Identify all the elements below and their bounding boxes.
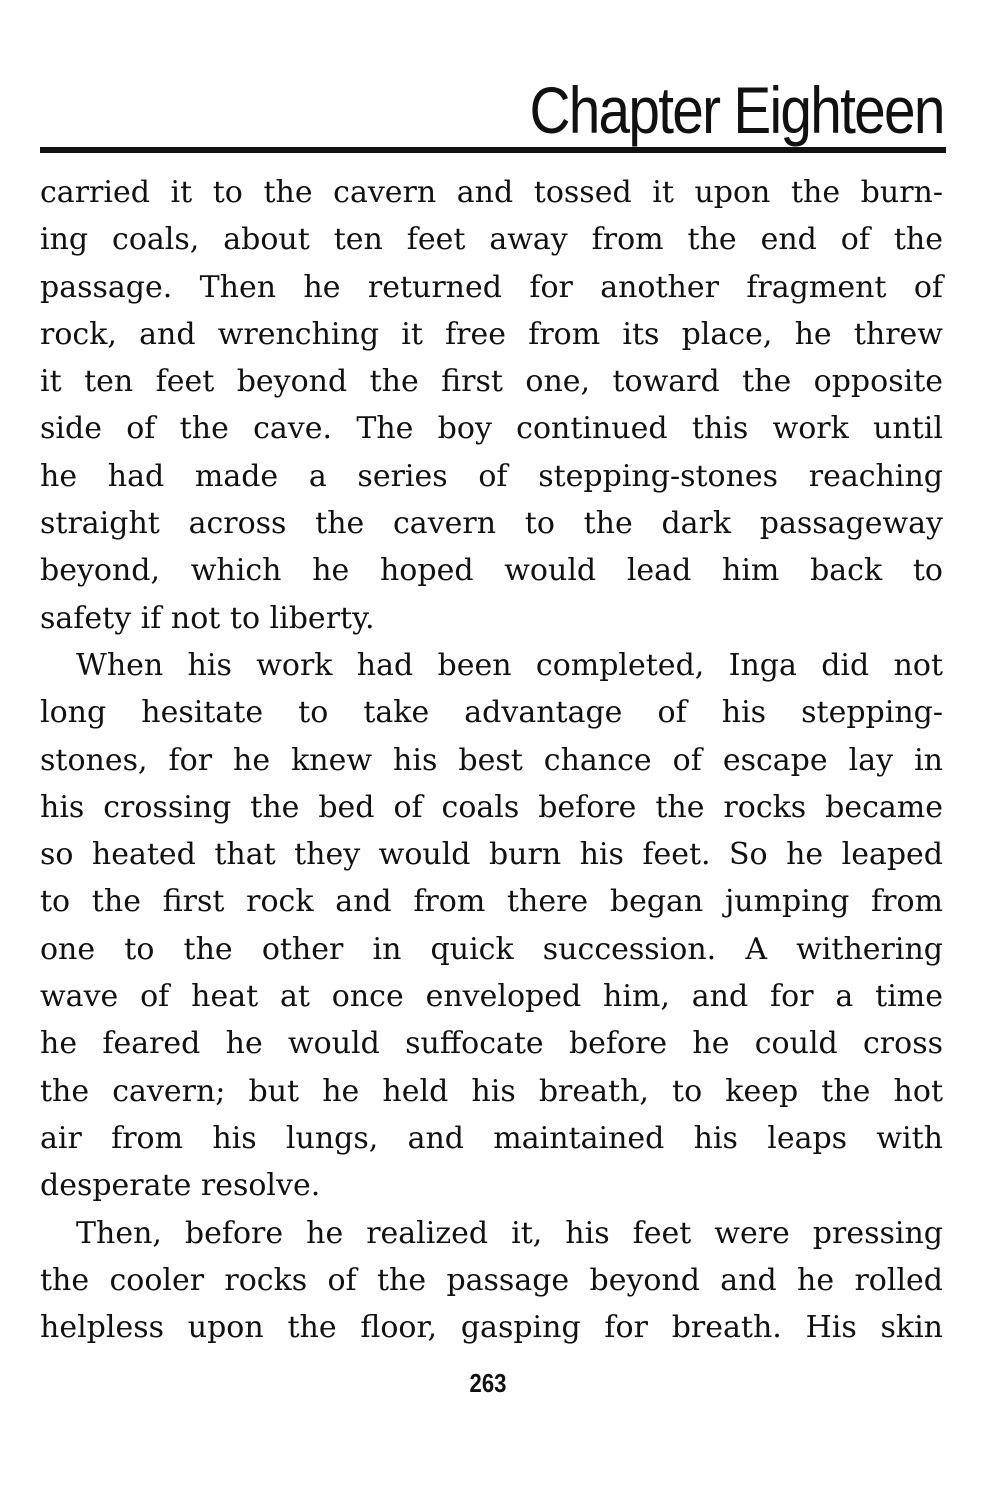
text-line: his crossing the bed of coals before the rocks became <box>40 789 943 825</box>
text-line: long hesitate to take advantage of his stepping- <box>40 695 943 731</box>
text-line: the cavern; but he held his breath, to keep the hot <box>40 1073 943 1109</box>
text-line: it ten feet beyond the first one, toward the opposite <box>40 364 943 400</box>
text-line: he had made a series of stepping-stones reaching <box>40 458 943 494</box>
page-number: 263 <box>469 1368 507 1398</box>
text-line: safety if not to liberty. <box>40 600 375 636</box>
text-line: wave of heat at once enveloped him, and for a time <box>40 979 943 1015</box>
text-line: the cooler rocks of the passage beyond and he rolled <box>40 1262 943 1298</box>
text-line: beyond, which he hoped would lead him back to <box>40 553 943 589</box>
text-line: ing coals, about ten feet away from the end of the <box>40 222 943 258</box>
header-rule <box>40 147 946 153</box>
text-line: side of the cave. The boy continued this work until <box>40 411 943 447</box>
text-line: one to the other in quick succession. A withering <box>40 931 943 967</box>
text-line: helpless upon the floor, gasping for breath. His skin <box>40 1310 943 1346</box>
text-line: passage. Then he returned for another fragment of <box>40 269 943 305</box>
text-line: desperate resolve. <box>40 1168 321 1204</box>
text-line: so heated that they would burn his feet. So he leaped <box>40 837 943 873</box>
text-line: stones, for he knew his best chance of escape lay in <box>40 742 943 778</box>
text-line: When his work had been completed, Inga did not <box>76 647 943 683</box>
body-text <box>40 169 943 1351</box>
text-line: he feared he would suffocate before he could cross <box>40 1026 943 1062</box>
text-line: to the first rock and from there began jumping from <box>40 884 943 920</box>
text-line: rock, and wrenching it free from its place, he threw <box>40 316 943 352</box>
text-line: carried it to the cavern and tossed it upon the burn- <box>40 175 943 210</box>
text-line: straight across the cavern to the dark passageway <box>40 506 943 542</box>
text-line: Then, before he realized it, his feet were pressing <box>76 1215 943 1251</box>
chapter-title: Chapter Eighteen <box>529 73 944 147</box>
text-line: air from his lungs, and maintained his leaps with <box>40 1120 943 1156</box>
